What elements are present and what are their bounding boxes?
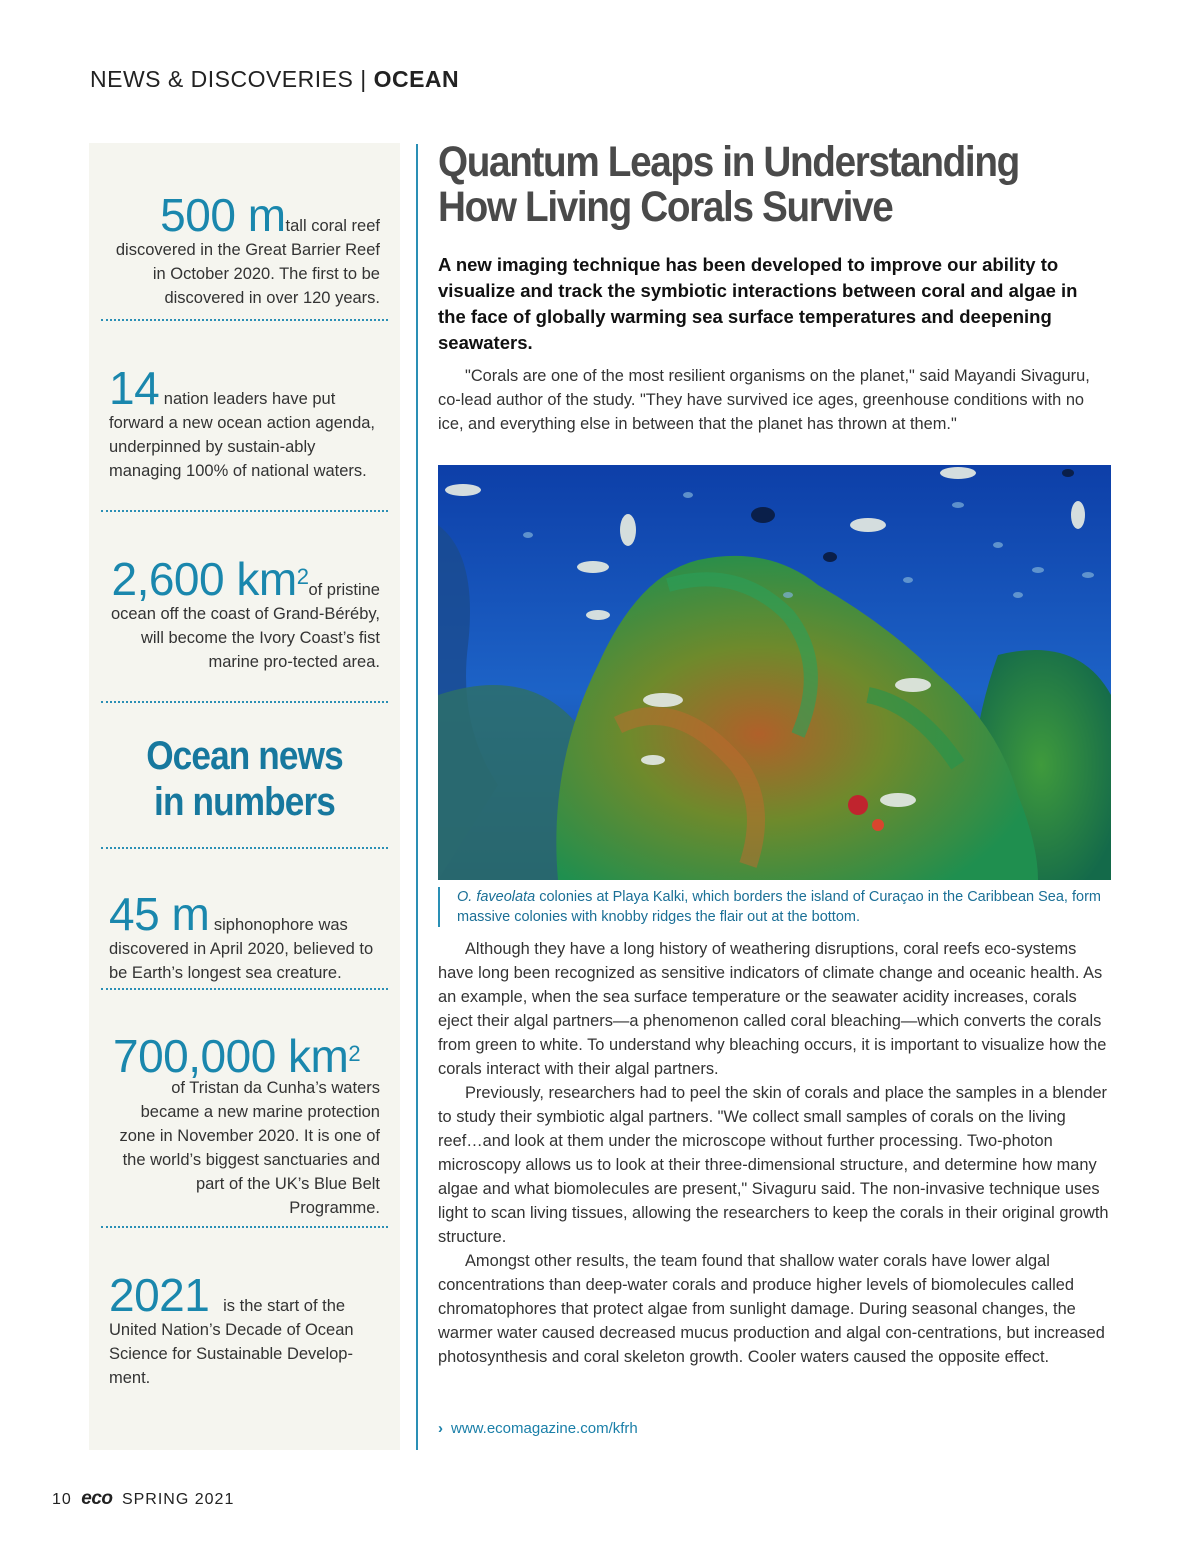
paragraph: Although they have a long history of weathering disruptions, coral reefs eco-systems have long been recognized as sensitive indicators of climate change and oceanic health. As an example, when the sea surface temperature or the seawater acidity increases, corals eject their algal partners—a phenomenon called coral bleaching—which converts the corals from green to white. To understand why bleaching occurs, it is important to visualize how the corals interact with their algal partners.	[438, 940, 1107, 1078]
stat-14	[109, 362, 380, 483]
article-deck: A new imaging technique has been developed to improve our ability to visualize and track the symbiotic interactions between coral and algae in the face of globally warming sea surface temperatures and deepening seawaters.	[438, 254, 1078, 353]
stat-text: siphonophore was discovered in April 2020, believed to be Earth’s longest sea creature.	[109, 916, 374, 982]
divider	[101, 510, 388, 512]
article-body	[438, 937, 1112, 1369]
stat-45m	[109, 888, 380, 985]
issue-label: SPRING 2021	[121, 1491, 235, 1508]
stat-500m	[109, 189, 380, 310]
stat-text: tall coral reef discovered in the Great Barrier Reef in October 2020. The first to be discovered in over 120 years.	[115, 217, 380, 307]
stat-number: 45 m	[109, 888, 210, 940]
stat-text: of Tristan da Cunha’s waters became a new marine protection zone in November 2020. It is one of the world’s biggest sanctuaries and part of the UK’s Blue Belt Programme.	[119, 1079, 380, 1217]
paragraph: Amongst other results, the team found that shallow water corals have lower algal concentrations than deep-water corals and produce higher levels of biomolecules called chromatophores that protect algae from sunlight damage. During seasonal changes, the warmer water caused decreased mucus production and algal con-centrations, but increased photosynthesis and coral skeleton growth. Cooler waters caused the opposite effect.	[438, 1252, 1105, 1366]
divider	[101, 1226, 388, 1228]
article-intro: "Corals are one of the most resilient organisms on the planet," said Mayandi Sivaguru, co-lead author of the study. "They have survived ice ages, greenhouse conditions with no ice, and everything else in between that the planet has thrown at them."	[438, 367, 1090, 433]
caption-species: O. faveolata	[457, 889, 536, 905]
stat-2021	[109, 1269, 380, 1390]
stat-text: nation leaders have put forward a new ocean action agenda, underpinned by sustain-ably managing 100% of national waters.	[109, 390, 376, 480]
article-headline: Quantum Leaps in Understanding How Living Corals Survive	[438, 138, 1019, 231]
stat-700000km	[109, 1030, 380, 1220]
page-footer	[52, 1488, 234, 1510]
chevron-right-icon: ›	[438, 1420, 443, 1437]
stat-2600km	[109, 553, 380, 674]
section-label: NEWS & DISCOVERIES |	[90, 66, 367, 92]
caption-text: colonies at Playa Kalki, which borders the island of Curaçao in the Caribbean Sea, form massive colonies with knobby ridges the flair out at the bottom.	[457, 889, 1101, 925]
paragraph: Previously, researchers had to peel the skin of corals and place the samples in a blender to study their symbiotic algal partners. "We collect small samples of corals on the living reef…and look at them under the microscope without further processing. Two-photon microscopy allows us to look at their three-dimensional structure, and determine how many algae and what biomolecules are present," Sivaguru said. The non-invasive technique uses light to scan living tissues, allowing the researchers to keep the corals in their original growth structure.	[438, 1084, 1109, 1246]
column-rule	[416, 144, 418, 1450]
divider	[101, 319, 388, 321]
article-link-text[interactable]: www.ecomagazine.com/kfrh	[451, 1420, 638, 1437]
stats-sidebar	[89, 143, 400, 1450]
stat-text: is the start of the United Nation’s Decade of Ocean Science for Sustainable Develop-ment.	[109, 1297, 354, 1387]
sidebar-title: Ocean news in numbers	[146, 734, 343, 824]
eco-logo: eco	[81, 1488, 113, 1509]
divider	[101, 701, 388, 703]
section-header	[90, 66, 459, 93]
coral-reef-photo	[438, 465, 1111, 880]
stat-number: 2021	[109, 1269, 210, 1321]
divider	[101, 988, 388, 990]
article-link[interactable]	[438, 1420, 638, 1437]
stat-number: 700,000 $km^2$	[113, 1030, 361, 1082]
page-number: 10	[52, 1491, 72, 1508]
section-topic: OCEAN	[373, 66, 460, 92]
stat-number: 2,600 $km^2$	[111, 553, 309, 605]
photo-caption	[438, 887, 1117, 927]
stat-number: 500 m	[160, 189, 286, 241]
divider	[101, 847, 388, 849]
stat-number: 14	[109, 362, 160, 414]
stat-text: of pristine ocean off the coast of Grand-Béréby, will become the Ivory Coast’s fist marine pro-tected area.	[110, 581, 380, 671]
